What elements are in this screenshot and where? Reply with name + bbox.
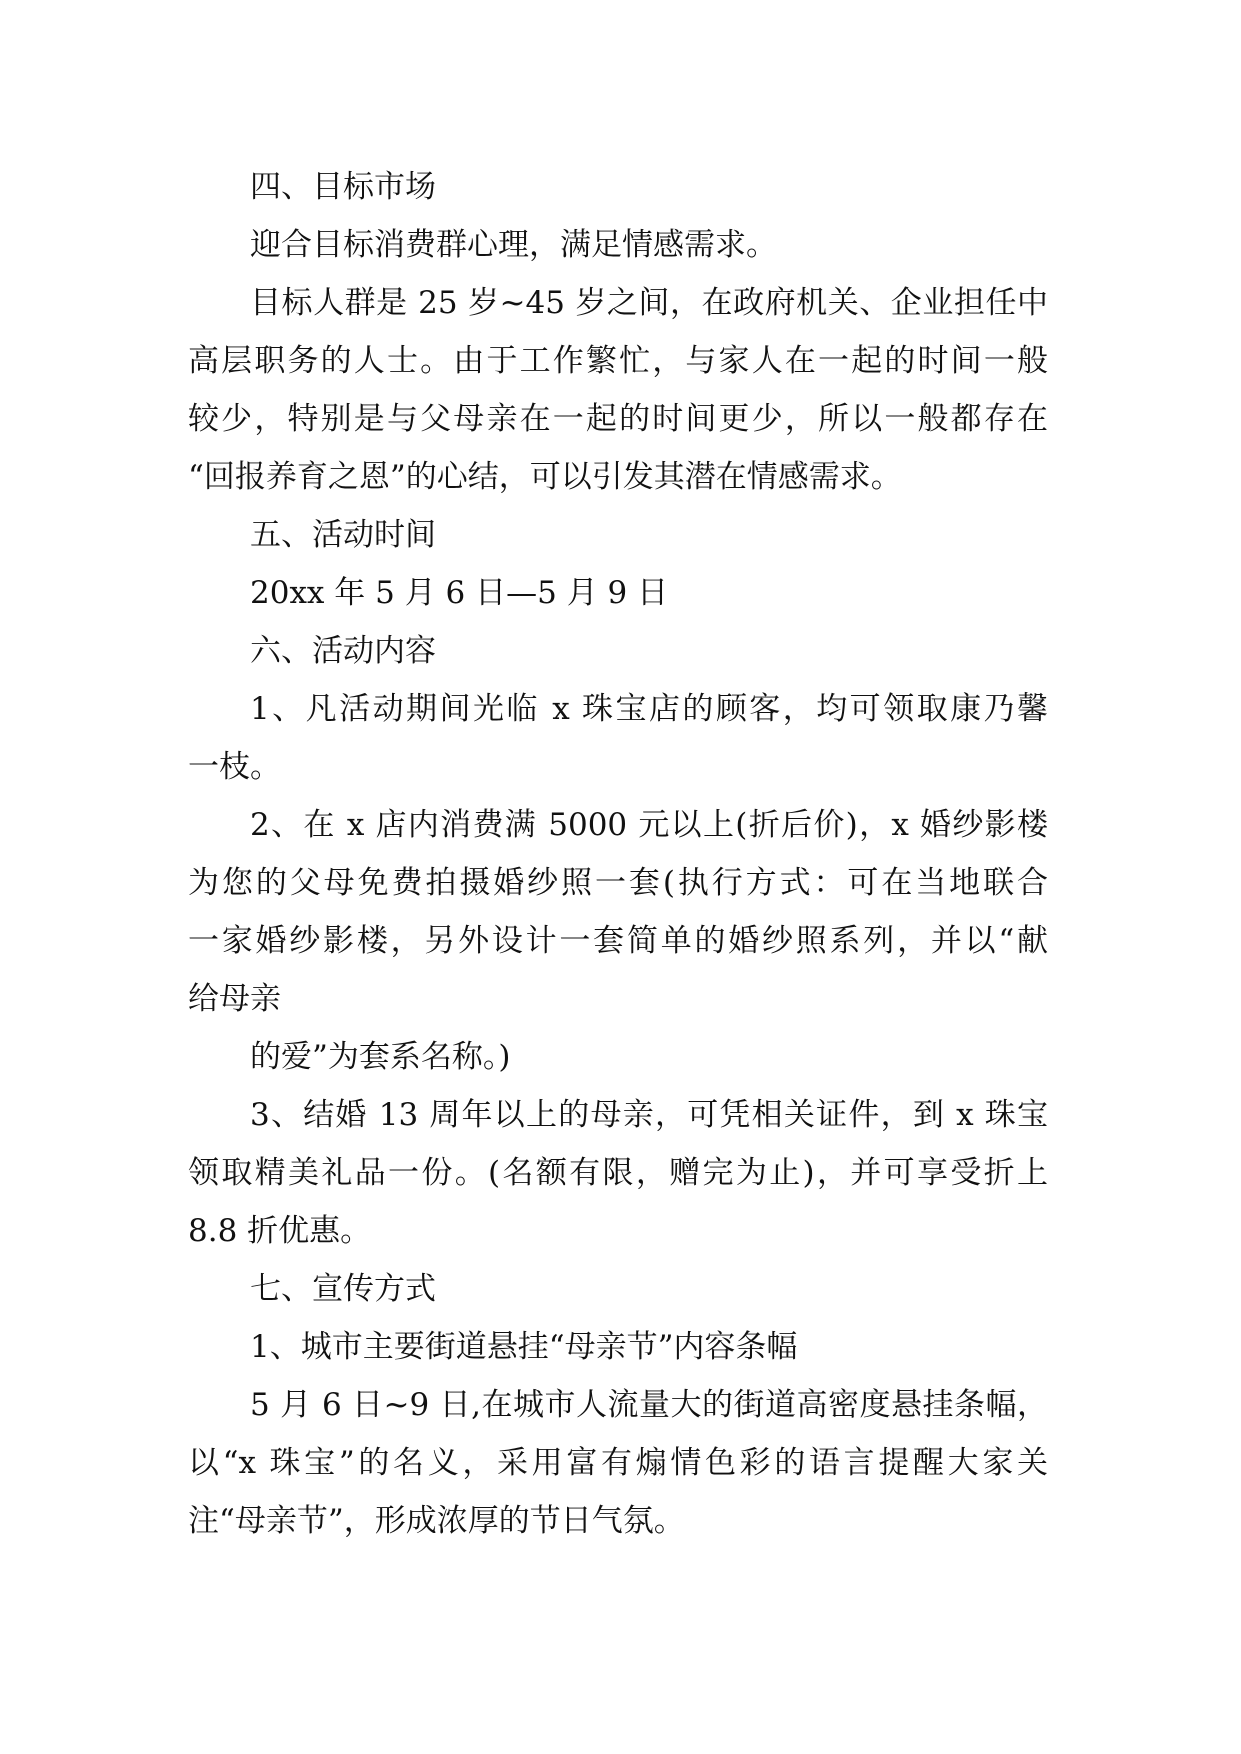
document-body: [188, 158, 1048, 1550]
paragraph-line: 注“母亲节”，形成浓厚的节日气氛。: [188, 1503, 685, 1539]
paragraph-line: 给母亲: [188, 981, 281, 1017]
paragraph-line: 较少，特别是与父母亲在一起的时间更少，所以一般都存在: [188, 401, 1048, 437]
section-heading-activity-time: 五、活动时间: [250, 517, 436, 553]
paragraph-line: 一枝。: [188, 749, 281, 785]
paragraph-line: 迎合目标消费群心理，满足情感需求。: [250, 227, 777, 263]
paragraph-line: 目标人群是 25 岁~45 岁之间，在政府机关、企业担任中: [250, 285, 1048, 321]
paragraph-line: 的爱”为套系名称。): [250, 1039, 511, 1075]
paragraph-line: 5 月 6 日~9 日,在城市人流量大的街道高密度悬挂条幅，: [250, 1387, 1048, 1423]
paragraph-line: 2、在 x 店内消费满 5000 元以上(折后价)，x 婚纱影楼: [250, 807, 1048, 843]
paragraph-line: 高层职务的人士。由于工作繁忙，与家人在一起的时间一般: [188, 343, 1048, 379]
paragraph-line: “回报养育之恩”的心结，可以引发其潜在情感需求。: [188, 459, 902, 495]
paragraph-line: 领取精美礼品一份。(名额有限，赠完为止)，并可享受折上: [188, 1155, 1048, 1191]
paragraph-line: 1、城市主要街道悬挂“母亲节”内容条幅: [250, 1329, 798, 1365]
paragraph-line: 3、结婚 13 周年以上的母亲，可凭相关证件，到 x 珠宝: [250, 1097, 1048, 1133]
paragraph-line: 20xx 年 5 月 6 日—5 月 9 日: [250, 575, 669, 611]
paragraph-line: 8.8 折优惠。: [188, 1213, 372, 1249]
section-heading-target-market: 四、目标市场: [250, 169, 436, 205]
paragraph-line: 一家婚纱影楼，另外设计一套简单的婚纱照系列，并以“献: [188, 923, 1048, 959]
paragraph-line: 1、凡活动期间光临 x 珠宝店的顾客，均可领取康乃馨: [250, 691, 1048, 727]
paragraph-line: 以“x 珠宝”的名义，采用富有煽情色彩的语言提醒大家关: [188, 1445, 1048, 1481]
section-heading-activity-content: 六、活动内容: [250, 633, 436, 669]
paragraph-line: 为您的父母免费拍摄婚纱照一套(执行方式：可在当地联合: [188, 865, 1048, 901]
section-heading-promotion: 七、宣传方式: [250, 1271, 436, 1307]
